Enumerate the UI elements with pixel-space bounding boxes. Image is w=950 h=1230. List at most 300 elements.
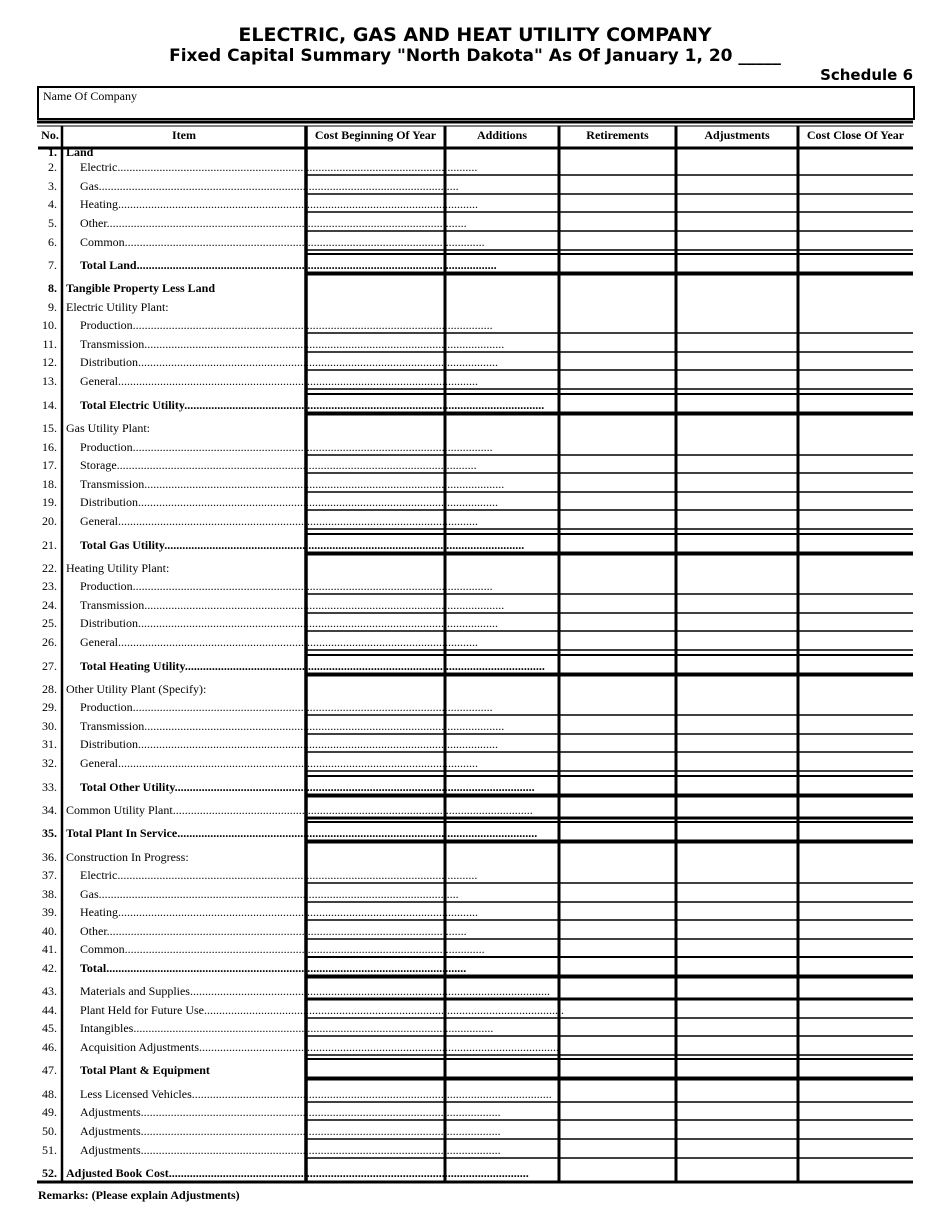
amount-cell[interactable]	[562, 1104, 673, 1119]
amount-cell[interactable]	[448, 280, 556, 295]
row-label	[80, 1040, 560, 1054]
amount-cell[interactable]	[448, 578, 556, 593]
amount-cell[interactable]	[309, 755, 442, 770]
amount-cell[interactable]	[801, 439, 910, 454]
amount-cell[interactable]	[448, 1020, 556, 1035]
amount-cell[interactable]	[801, 755, 910, 770]
row-number: 48.	[42, 1087, 57, 1101]
amount-cell[interactable]	[448, 886, 556, 901]
amount-cell[interactable]	[309, 718, 442, 733]
row-label	[66, 850, 299, 864]
amount-cell[interactable]	[679, 923, 795, 938]
amount-cell[interactable]	[448, 494, 556, 509]
amount-cell[interactable]	[801, 537, 910, 552]
amount-cell[interactable]	[562, 1020, 673, 1035]
amount-cell[interactable]	[309, 476, 442, 491]
leader-dots: ........................................................................................................................	[164, 538, 525, 552]
amount-cell[interactable]	[448, 904, 556, 919]
amount-cell[interactable]	[562, 802, 673, 817]
amount-cell[interactable]	[562, 476, 673, 491]
amount-cell[interactable]	[448, 537, 556, 552]
amount-cell[interactable]	[309, 941, 442, 956]
amount-cell[interactable]	[801, 234, 910, 249]
row-label-text: Construction In Progress:	[66, 850, 189, 864]
row-number: 46.	[42, 1040, 57, 1054]
amount-cell[interactable]	[309, 634, 442, 649]
amount-cell[interactable]	[562, 373, 673, 388]
amount-cell[interactable]	[448, 234, 556, 249]
amount-cell[interactable]	[448, 923, 556, 938]
amount-cell[interactable]	[309, 439, 442, 454]
amount-cell[interactable]	[801, 923, 910, 938]
amount-cell[interactable]	[679, 904, 795, 919]
amount-cell[interactable]	[801, 578, 910, 593]
amount-cell[interactable]	[562, 904, 673, 919]
amount-cell[interactable]	[309, 802, 442, 817]
amount-cell[interactable]	[448, 825, 556, 840]
amount-cell[interactable]	[801, 1123, 910, 1138]
amount-cell[interactable]	[679, 699, 795, 714]
leader-dots: ........................................................................................................................	[177, 826, 538, 840]
amount-cell[interactable]	[679, 537, 795, 552]
amount-cell[interactable]	[562, 178, 673, 193]
amount-cell[interactable]	[801, 699, 910, 714]
amount-cell[interactable]	[562, 941, 673, 956]
amount-cell[interactable]	[309, 1086, 442, 1101]
amount-cell[interactable]	[562, 397, 673, 412]
amount-cell[interactable]	[801, 178, 910, 193]
amount-cell[interactable]	[562, 699, 673, 714]
amount-cell[interactable]	[562, 494, 673, 509]
amount-cell	[801, 849, 910, 864]
row-label	[80, 659, 545, 673]
amount-cell[interactable]	[309, 736, 442, 751]
row-label-text: Heating Utility Plant:	[66, 561, 170, 575]
amount-cell[interactable]	[448, 196, 556, 211]
amount-cell[interactable]	[309, 1002, 442, 1017]
amount-cell[interactable]	[562, 354, 673, 369]
amount-cell[interactable]	[801, 718, 910, 733]
amount-cell[interactable]	[562, 513, 673, 528]
row-label-text: General	[80, 514, 118, 528]
amount-cell[interactable]	[801, 597, 910, 612]
amount-cell[interactable]	[801, 1086, 910, 1101]
row-label-text: Electric Utility Plant:	[66, 300, 169, 314]
amount-cell[interactable]	[448, 513, 556, 528]
amount-cell[interactable]	[562, 1002, 673, 1017]
amount-cell[interactable]	[309, 234, 442, 249]
amount-cell[interactable]	[562, 144, 673, 159]
amount-cell[interactable]	[801, 736, 910, 751]
amount-cell[interactable]	[679, 457, 795, 472]
amount-cell[interactable]	[448, 1165, 556, 1180]
row-label	[80, 1105, 501, 1119]
amount-cell[interactable]	[562, 578, 673, 593]
amount-cell[interactable]	[801, 615, 910, 630]
amount-cell[interactable]	[309, 1123, 442, 1138]
amount-cell[interactable]	[448, 257, 556, 272]
amount-cell[interactable]	[309, 578, 442, 593]
amount-cell[interactable]	[679, 144, 795, 159]
amount-cell[interactable]	[801, 513, 910, 528]
amount-cell[interactable]	[562, 196, 673, 211]
amount-cell[interactable]	[679, 215, 795, 230]
amount-cell[interactable]	[448, 960, 556, 975]
amount-cell[interactable]	[562, 755, 673, 770]
amount-cell[interactable]	[448, 736, 556, 751]
amount-cell[interactable]	[679, 280, 795, 295]
amount-cell[interactable]	[801, 457, 910, 472]
amount-cell[interactable]	[448, 457, 556, 472]
amount-cell[interactable]	[562, 457, 673, 472]
amount-cell[interactable]	[679, 354, 795, 369]
leader-dots: ........................................................................................................................	[138, 355, 499, 369]
amount-cell[interactable]	[679, 779, 795, 794]
amount-cell[interactable]	[309, 1165, 442, 1180]
leader-dots: ........................................................................................................................	[184, 398, 545, 412]
amount-cell[interactable]	[448, 1062, 556, 1077]
amount-cell[interactable]	[679, 1104, 795, 1119]
amount-cell[interactable]	[448, 439, 556, 454]
row-label	[80, 477, 505, 491]
amount-cell[interactable]	[679, 494, 795, 509]
amount-cell[interactable]	[679, 476, 795, 491]
amount-cell[interactable]	[801, 159, 910, 174]
amount-cell[interactable]	[562, 983, 673, 998]
amount-cell[interactable]	[801, 802, 910, 817]
amount-cell[interactable]	[801, 476, 910, 491]
amount-cell[interactable]	[309, 1039, 442, 1054]
amount-cell[interactable]	[801, 317, 910, 332]
amount-cell[interactable]	[679, 755, 795, 770]
amount-cell[interactable]	[562, 1142, 673, 1157]
leader-dots: ........................................................................................................................	[106, 961, 467, 975]
amount-cell	[448, 849, 556, 864]
amount-cell[interactable]	[448, 779, 556, 794]
amount-cell[interactable]	[309, 886, 442, 901]
amount-cell[interactable]	[679, 867, 795, 882]
row-label-text: Gas Utility Plant:	[66, 421, 150, 435]
row-label-text: Distribution	[80, 495, 139, 509]
amount-cell[interactable]	[448, 983, 556, 998]
amount-cell[interactable]	[801, 825, 910, 840]
amount-cell[interactable]	[448, 144, 556, 159]
amount-cell[interactable]	[801, 904, 910, 919]
amount-cell[interactable]	[562, 317, 673, 332]
amount-cell	[679, 849, 795, 864]
amount-cell[interactable]	[562, 718, 673, 733]
row-label	[80, 616, 499, 630]
column-header: No.	[41, 128, 59, 142]
row-number: 30.	[42, 719, 57, 733]
amount-cell[interactable]	[801, 1104, 910, 1119]
row-label	[80, 179, 459, 193]
amount-cell[interactable]	[679, 439, 795, 454]
amount-cell[interactable]	[309, 373, 442, 388]
amount-cell[interactable]	[801, 144, 910, 159]
amount-cell[interactable]	[562, 1123, 673, 1138]
amount-cell[interactable]	[801, 1165, 910, 1180]
amount-cell[interactable]	[562, 634, 673, 649]
row-label-text: Adjustments	[80, 1143, 141, 1157]
amount-cell[interactable]	[309, 1142, 442, 1157]
amount-cell[interactable]	[679, 1002, 795, 1017]
amount-cell[interactable]	[679, 718, 795, 733]
amount-cell[interactable]	[679, 736, 795, 751]
amount-cell[interactable]	[679, 802, 795, 817]
amount-cell[interactable]	[448, 354, 556, 369]
amount-cell[interactable]	[448, 1002, 556, 1017]
row-label-text: General	[80, 635, 118, 649]
amount-cell[interactable]	[679, 1165, 795, 1180]
amount-cell[interactable]	[309, 215, 442, 230]
amount-cell[interactable]	[309, 397, 442, 412]
amount-cell[interactable]	[448, 1123, 556, 1138]
amount-cell[interactable]	[448, 159, 556, 174]
amount-cell[interactable]	[309, 1062, 442, 1077]
amount-cell[interactable]	[801, 1142, 910, 1157]
amount-cell[interactable]	[679, 597, 795, 612]
amount-cell[interactable]	[801, 257, 910, 272]
leader-dots: ........................................................................................................................	[132, 579, 493, 593]
amount-cell[interactable]	[309, 159, 442, 174]
row-label	[80, 197, 478, 211]
amount-cell[interactable]	[801, 1062, 910, 1077]
amount-cell[interactable]	[309, 457, 442, 472]
amount-cell[interactable]	[679, 1123, 795, 1138]
amount-cell[interactable]	[309, 196, 442, 211]
remarks-label: Remarks: (Please explain Adjustments)	[38, 1188, 240, 1202]
leader-dots: ........................................................................................................................	[117, 514, 478, 528]
amount-cell[interactable]	[679, 941, 795, 956]
amount-cell[interactable]	[448, 373, 556, 388]
amount-cell[interactable]	[801, 779, 910, 794]
amount-cell[interactable]	[562, 779, 673, 794]
amount-cell[interactable]	[448, 615, 556, 630]
amount-cell	[562, 420, 673, 435]
row-number: 39.	[42, 905, 57, 919]
amount-cell[interactable]	[448, 658, 556, 673]
amount-cell[interactable]	[309, 257, 442, 272]
amount-cell[interactable]	[679, 513, 795, 528]
amount-cell[interactable]	[801, 634, 910, 649]
amount-cell[interactable]	[448, 597, 556, 612]
amount-cell[interactable]	[801, 1039, 910, 1054]
amount-cell[interactable]	[562, 615, 673, 630]
amount-cell[interactable]	[562, 658, 673, 673]
amount-cell[interactable]	[309, 658, 442, 673]
amount-cell[interactable]	[562, 1039, 673, 1054]
amount-cell[interactable]	[309, 1020, 442, 1035]
amount-cell[interactable]	[309, 317, 442, 332]
leader-dots: ........................................................................................................................	[132, 318, 493, 332]
amount-cell[interactable]	[309, 983, 442, 998]
amount-cell[interactable]	[309, 825, 442, 840]
amount-cell[interactable]	[562, 159, 673, 174]
row-label-text: Gas	[80, 887, 99, 901]
amount-cell[interactable]	[679, 578, 795, 593]
amount-cell[interactable]	[309, 280, 442, 295]
column-header: Item	[172, 128, 196, 142]
amount-cell[interactable]	[562, 825, 673, 840]
amount-cell[interactable]	[448, 397, 556, 412]
amount-cell[interactable]	[679, 1020, 795, 1035]
amount-cell[interactable]	[448, 941, 556, 956]
amount-cell[interactable]	[801, 658, 910, 673]
amount-cell[interactable]	[448, 1039, 556, 1054]
amount-cell[interactable]	[801, 336, 910, 351]
amount-cell[interactable]	[679, 886, 795, 901]
row-label	[80, 1021, 494, 1035]
amount-cell[interactable]	[448, 755, 556, 770]
amount-cell[interactable]	[562, 1165, 673, 1180]
amount-cell[interactable]	[801, 867, 910, 882]
amount-cell[interactable]	[801, 886, 910, 901]
amount-cell[interactable]	[309, 699, 442, 714]
amount-cell[interactable]	[679, 825, 795, 840]
amount-cell[interactable]	[562, 886, 673, 901]
amount-cell[interactable]	[309, 1104, 442, 1119]
row-label	[80, 337, 505, 351]
amount-cell[interactable]	[448, 718, 556, 733]
row-label	[80, 440, 493, 454]
amount-cell[interactable]	[562, 960, 673, 975]
amount-cell[interactable]	[309, 867, 442, 882]
amount-cell[interactable]	[309, 513, 442, 528]
amount-cell[interactable]	[309, 923, 442, 938]
amount-cell[interactable]	[679, 257, 795, 272]
amount-cell[interactable]	[801, 941, 910, 956]
amount-cell[interactable]	[679, 196, 795, 211]
amount-cell[interactable]	[448, 699, 556, 714]
amount-cell[interactable]	[562, 1062, 673, 1077]
amount-cell[interactable]	[679, 234, 795, 249]
row-label	[80, 1063, 299, 1077]
leader-dots: ........................................................................................................................	[106, 924, 467, 938]
amount-cell[interactable]	[562, 1086, 673, 1101]
amount-cell[interactable]	[562, 280, 673, 295]
amount-cell[interactable]	[801, 983, 910, 998]
amount-cell	[309, 681, 442, 696]
amount-cell[interactable]	[448, 317, 556, 332]
amount-cell[interactable]	[801, 373, 910, 388]
amount-cell[interactable]	[309, 354, 442, 369]
amount-cell[interactable]	[448, 215, 556, 230]
row-label	[66, 826, 538, 840]
amount-cell[interactable]	[801, 215, 910, 230]
row-number: 13.	[42, 374, 57, 388]
amount-cell[interactable]	[309, 960, 442, 975]
amount-cell[interactable]	[679, 658, 795, 673]
amount-cell[interactable]	[562, 336, 673, 351]
amount-cell[interactable]	[679, 336, 795, 351]
row-number: 51.	[42, 1143, 57, 1157]
amount-cell[interactable]	[309, 537, 442, 552]
amount-cell[interactable]	[562, 257, 673, 272]
amount-cell[interactable]	[309, 178, 442, 193]
amount-cell[interactable]	[679, 1062, 795, 1077]
amount-cell	[679, 420, 795, 435]
row-label-text: Total Plant & Equipment	[80, 1063, 210, 1077]
amount-cell[interactable]	[562, 439, 673, 454]
row-number: 28.	[42, 682, 57, 696]
amount-cell[interactable]	[679, 159, 795, 174]
amount-cell[interactable]	[679, 960, 795, 975]
amount-cell[interactable]	[309, 615, 442, 630]
row-label-text: Production	[80, 318, 133, 332]
leader-dots: ........................................................................................................................	[140, 1143, 501, 1157]
amount-cell	[309, 560, 442, 575]
amount-cell[interactable]	[448, 336, 556, 351]
amount-cell[interactable]	[679, 397, 795, 412]
amount-cell[interactable]	[679, 1142, 795, 1157]
amount-cell	[801, 681, 910, 696]
row-number: 47.	[42, 1063, 57, 1077]
amount-cell[interactable]	[801, 1020, 910, 1035]
amount-cell[interactable]	[448, 802, 556, 817]
row-label-text: Acquisition Adjustments	[80, 1040, 200, 1054]
amount-cell[interactable]	[448, 867, 556, 882]
amount-cell	[801, 560, 910, 575]
amount-cell[interactable]	[562, 234, 673, 249]
amount-cell[interactable]	[448, 1086, 556, 1101]
row-label-text: Total Plant In Service	[66, 826, 178, 840]
amount-cell[interactable]	[801, 397, 910, 412]
amount-cell[interactable]	[679, 1086, 795, 1101]
amount-cell[interactable]	[448, 634, 556, 649]
amount-cell[interactable]	[679, 1039, 795, 1054]
amount-cell[interactable]	[309, 336, 442, 351]
row-label	[66, 145, 299, 159]
amount-cell[interactable]	[562, 215, 673, 230]
amount-cell[interactable]	[679, 615, 795, 630]
row-label-text: Total	[80, 961, 107, 975]
amount-cell[interactable]	[679, 317, 795, 332]
amount-cell[interactable]	[562, 923, 673, 938]
amount-cell[interactable]	[309, 904, 442, 919]
amount-cell[interactable]	[309, 779, 442, 794]
amount-cell[interactable]	[679, 178, 795, 193]
amount-cell[interactable]	[562, 736, 673, 751]
amount-cell[interactable]	[679, 634, 795, 649]
amount-cell[interactable]	[309, 597, 442, 612]
amount-cell[interactable]	[801, 196, 910, 211]
row-label	[66, 281, 299, 295]
amount-cell[interactable]	[562, 867, 673, 882]
amount-cell[interactable]	[801, 280, 910, 295]
amount-cell[interactable]	[801, 960, 910, 975]
row-number: 19.	[42, 495, 57, 509]
amount-cell[interactable]	[679, 983, 795, 998]
amount-cell[interactable]	[801, 354, 910, 369]
amount-cell[interactable]	[448, 476, 556, 491]
amount-cell	[562, 681, 673, 696]
amount-cell[interactable]	[679, 373, 795, 388]
amount-cell	[309, 849, 442, 864]
amount-cell[interactable]	[448, 1142, 556, 1157]
row-number: 37.	[42, 868, 57, 882]
amount-cell[interactable]	[309, 494, 442, 509]
amount-cell[interactable]	[562, 597, 673, 612]
amount-cell[interactable]	[562, 537, 673, 552]
leader-dots: ........................................................................................................................	[124, 235, 485, 249]
amount-cell[interactable]	[801, 494, 910, 509]
row-label-text: Other Utility Plant (Specify):	[66, 682, 207, 696]
amount-cell[interactable]	[801, 1002, 910, 1017]
amount-cell[interactable]	[448, 1104, 556, 1119]
amount-cell[interactable]	[309, 144, 442, 159]
amount-cell[interactable]	[448, 178, 556, 193]
